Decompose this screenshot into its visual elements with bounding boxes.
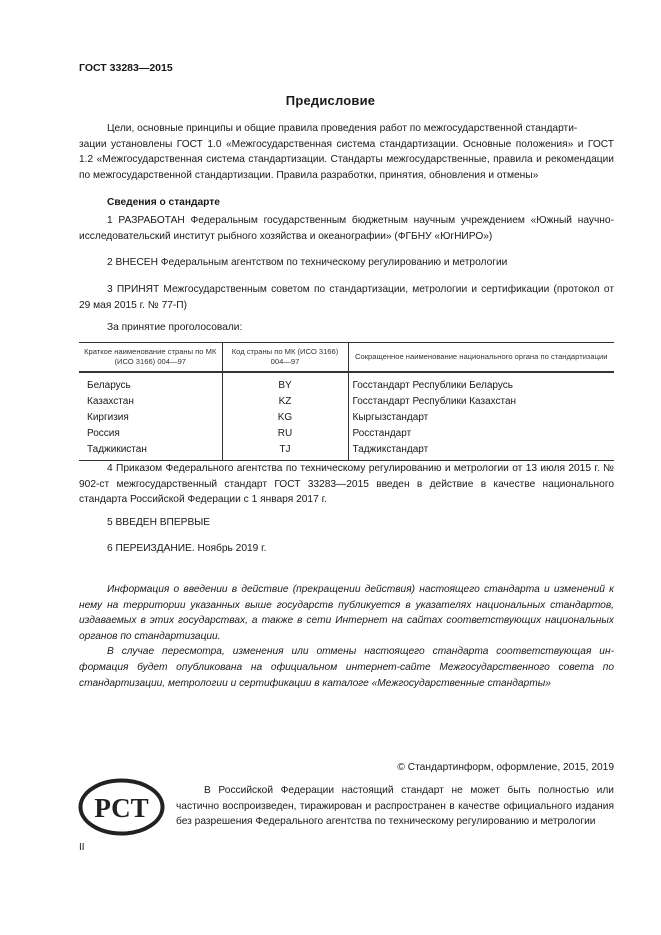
- item-5: [79, 515, 614, 531]
- table-row: [79, 372, 614, 393]
- standards-body: Госстандарт Республики Казахстан: [348, 393, 614, 409]
- intro-rest: зации установлены ГОСТ 1.0 «Межгосударственная система стандартизации. Основные положения» и ГОСТ 1.2 «Межгосударственная система стандартизации. Стандарты межгосударственные, правила и рекомендации по межгосударственной стандартизации. Правила разработки, принятия, обновления и отмены»: [79, 138, 614, 181]
- item-6-text: 6 ПЕРЕИЗДАНИЕ. Ноябрь 2019 г.: [107, 543, 267, 554]
- copyright-notice: © Стандартинформ, оформление, 2015, 2019: [397, 762, 614, 773]
- table-row: [79, 441, 614, 461]
- logo-text: РСТ: [94, 793, 149, 823]
- about-standard-heading: Сведения о стандарте: [107, 197, 220, 208]
- intro-paragraph: [79, 121, 614, 183]
- voting-countries-table: [79, 342, 614, 461]
- table-header-row: [79, 343, 614, 373]
- item-1: [79, 213, 614, 244]
- item-3: [79, 282, 614, 313]
- header-country-code: Код страны по МК (ИСО 3166) 004—97: [222, 343, 348, 373]
- table-row: [79, 393, 614, 409]
- standard-code: ГОСТ 33283—2015: [79, 62, 173, 74]
- item-4: [79, 461, 614, 508]
- country-name: Беларусь: [79, 372, 222, 393]
- table-row: [79, 409, 614, 425]
- standards-body: Росстандарт: [348, 425, 614, 441]
- page-number: II: [79, 842, 85, 853]
- rst-logo-icon: [78, 778, 165, 836]
- standards-body: Таджикстандарт: [348, 441, 614, 461]
- header-country-name: Краткое наименование страны по МК (ИСО 3166) 004—97: [79, 343, 222, 373]
- standards-body: Кыргызстандарт: [348, 409, 614, 425]
- item-2-text: 2 ВНЕСЕН Федеральным агентством по техническому регулированию и метрологии: [107, 257, 508, 268]
- item-6: [79, 541, 614, 557]
- country-name: Киргизия: [79, 409, 222, 425]
- item-2: [79, 255, 614, 271]
- country-name: Россия: [79, 425, 222, 441]
- legal-text: В Российской Федерации настоящий стандарт не может быть полностью или частично воспроизведен, тиражирован и распространен в качестве официального издания без разрешения Федерального агентства по техническому регулированию и метрологии: [176, 785, 614, 828]
- item-1-text: 1 РАЗРАБОТАН Федеральным государственным бюджетным научным учреждением «Южный научно-исследовательский институт рыбного хозяйства и океанографии» (ФГБНУ «ЮгНИРО»): [79, 215, 614, 242]
- item-3-text: 3 ПРИНЯТ Межгосударственным советом по стандартизации, метрологии и сертификации (протокол от 29 мая 2015 г. № 77-П): [79, 284, 614, 311]
- country-code: TJ: [222, 441, 348, 461]
- legal-notice: [176, 783, 614, 830]
- info-paragraph-1: Информация о введении в действие (прекращении действия) настоящего стандарта и изменений к нему на территории указанных выше государств публикуется в указателях национальных стандартов, издаваемых в этих государствах, а также в сети Интернет на сайтах соответствующих национальных органов по стандартизации.: [79, 584, 614, 642]
- page-title: Предисловие: [285, 93, 376, 108]
- item-5-text: 5 ВВЕДЕН ВПЕРВЫЕ: [107, 517, 211, 528]
- country-code: KG: [222, 409, 348, 425]
- header-standards-body: Сокращенное наименование национального органа по стандартизации: [348, 343, 614, 373]
- info-block: [79, 582, 614, 691]
- country-name: Казахстан: [79, 393, 222, 409]
- info-paragraph-2: В случае пересмотра, изменения или отмены настоящего стандарта соответствующая информация будет опубликована на официальном интернет-сайте Межгосударственного совета по стандартизации, метрологии и сертификации в каталоге «Межгосударственные стандарты»: [79, 646, 614, 689]
- country-code: BY: [222, 372, 348, 393]
- voted-label: За принятие проголосовали:: [107, 322, 243, 333]
- country-code: KZ: [222, 393, 348, 409]
- intro-line-1: Цели, основные принципы и общие правила проведения работ по межгосударственной стандарти-: [107, 123, 578, 134]
- item-4-text: 4 Приказом Федерального агентства по техническому регулированию и метрологии от 13 июля 2015 г. № 902-ст межгосударственный стандарт ГОСТ 33283—2015 введен в действие в качестве национального стандарта Российской Федерации с 1 января 2017 г.: [79, 463, 614, 506]
- standards-body: Госстандарт Республики Беларусь: [348, 372, 614, 393]
- table-row: [79, 425, 614, 441]
- country-code: RU: [222, 425, 348, 441]
- country-name: Таджикистан: [79, 441, 222, 461]
